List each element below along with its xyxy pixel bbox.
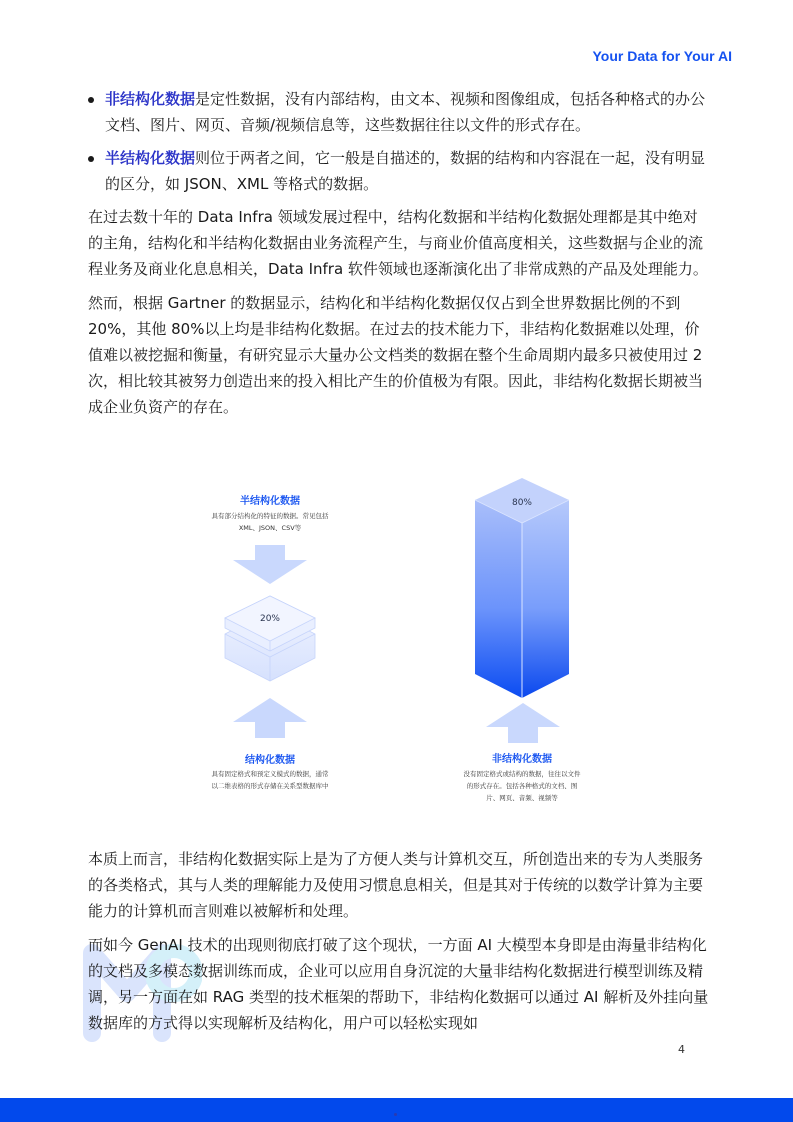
small-stack-icon xyxy=(222,594,318,689)
desc-line: 没有固定格式或结构的数据，往往以文件 xyxy=(463,770,581,778)
tall-column-icon xyxy=(473,478,571,700)
arrow-up-icon xyxy=(230,698,310,738)
structured-title: 结构化数据 xyxy=(245,755,295,766)
bullet-unstructured xyxy=(88,86,710,138)
paragraph: 在过去数十年的 Data Infra 领域发展过程中，结构化数据和半结构化数据处理都是其中绝对的主角，结构化和半结构化数据由业务流程产生，与商业价值高度相关，这些数据与企业的流程业务及商业化息息相关，Data Infra 软件领域也逐渐演化出了非常成熟的产品及处理能力。 xyxy=(88,208,708,278)
arrow-up-icon xyxy=(484,703,562,743)
footer-bar xyxy=(0,1098,793,1122)
desc-line: 具有部分结构化的特征的数据。常见包括 xyxy=(211,512,329,520)
bullet-text: 是定性数据，没有内部结构，由文本、视频和图像组成，包括各种格式的办公文档、图片、网页、音频/视频信息等，这些数据往往以文件的形式存在。 xyxy=(105,90,706,134)
structured-description xyxy=(180,768,360,792)
page-number: 4 xyxy=(678,1043,685,1056)
arrow-down-icon xyxy=(230,545,310,585)
term-semi-structured: 半结构化数据 xyxy=(105,149,196,167)
unstructured-description xyxy=(437,768,607,804)
bullet-dot-icon xyxy=(88,97,94,103)
term-unstructured: 非结构化数据 xyxy=(105,90,196,108)
desc-line: 片、网页、音频、视频等 xyxy=(486,794,558,802)
semi-structured-description xyxy=(180,510,360,534)
paragraph: 本质上而言，非结构化数据实际上是为了方便人类与计算机交互，所创造出来的专为人类服务的各类格式，其与人类的理解能力及使用习惯息息相关，但是其对于传统的以数学计算为主要能力的计算机而言则难以被解析和处理。 xyxy=(88,850,704,920)
bullet-dot-icon xyxy=(88,156,94,162)
paragraph: 而如今 GenAI 技术的出现则彻底打破了这个现状，一方面 AI 大模型本身即是由海量非结构化的文档及多模态数据训练而成，企业可以应用自身沉淀的大量非结构化数据进行模型训练及精调，另一方面在如 RAG 类型的技术框架的帮助下，非结构化数据可以通过 AI 解析及外挂向量数据库的方式得以实现解析及结构化，用户可以轻松实现如 xyxy=(88,936,709,1032)
body-top xyxy=(88,86,710,428)
desc-line: 具有固定格式和预定义模式的数据，通常 xyxy=(211,770,329,778)
footer-dot-icon xyxy=(394,1113,397,1116)
paragraph: 然而，根据 Gartner 的数据显示，结构化和半结构化数据仅仅占到全世界数据比例的不到 20%，其他 80%以上均是非结构化数据。在过去的技术能力下，非结构化数据难以处理，价值难以被挖掘和衡量，有研究显示大量办公文档类的数据在整个生命周期内最多只被使用过 2 次，相比较其被努力创造出来的投入相比产生的价值极为有限。因此，非结构化数据长期被当成企业负资产的存在。 xyxy=(88,294,704,416)
running-header-title: Your Data for Your AI xyxy=(592,48,732,64)
desc-line: 以二维表格的形式存储在关系型数据库中 xyxy=(211,782,329,790)
bullet-semi-structured xyxy=(88,145,710,197)
small-stack-percent: 20% xyxy=(259,614,280,624)
bullet-text: 则位于两者之间，它一般是自描述的，数据的结构和内容混在一起，没有明显的区分，如 JSON、XML 等格式的数据。 xyxy=(105,149,706,193)
data-type-bullet-list xyxy=(88,86,710,197)
semi-structured-title: 半结构化数据 xyxy=(240,496,300,507)
desc-line: 的形式存在。包括各种格式的文档、图 xyxy=(466,782,578,790)
body-bottom xyxy=(88,846,710,1044)
tall-column-percent: 80% xyxy=(511,498,532,508)
desc-line: XML、JSON、CSV等 xyxy=(238,524,302,532)
unstructured-title: 非结构化数据 xyxy=(492,754,552,765)
